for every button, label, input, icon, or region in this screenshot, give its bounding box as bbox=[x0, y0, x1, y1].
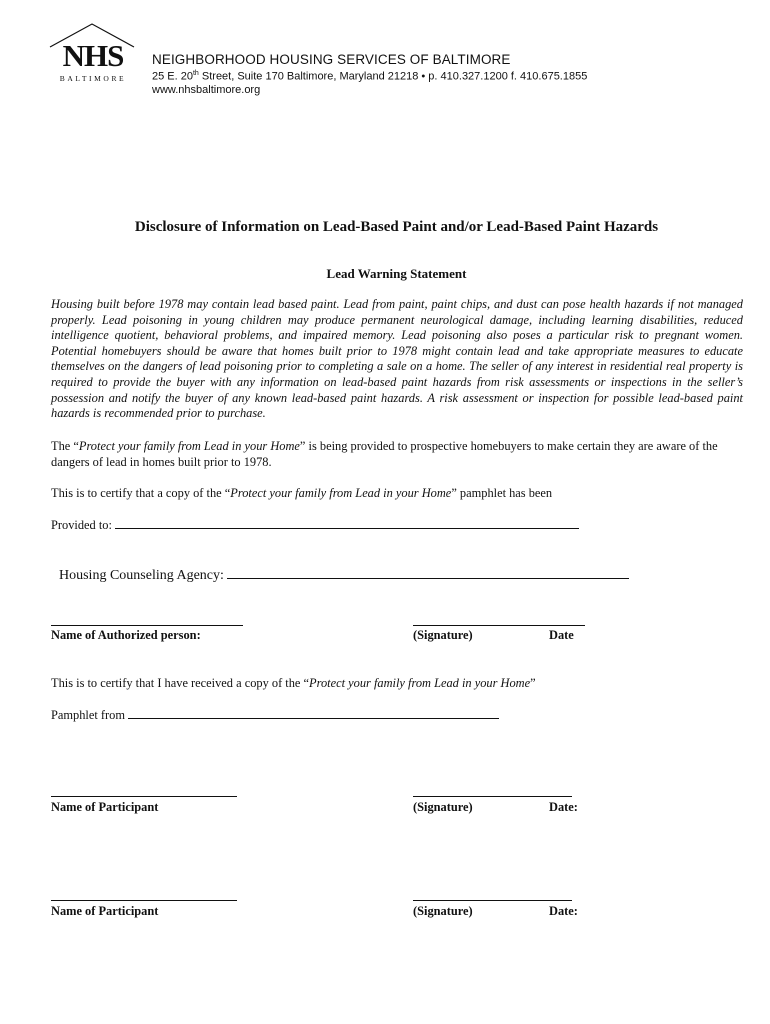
participant-signature-label: (Signature) bbox=[413, 904, 473, 918]
certify-paragraph: This is to certify that a copy of the “Protect your family from Lead in your Home” pamphlet has been bbox=[51, 486, 553, 500]
participant-name-label: Name of Participant bbox=[51, 800, 159, 814]
participant-signature-label: (Signature) bbox=[413, 800, 473, 814]
participant-name-label: Name of Participant bbox=[51, 904, 159, 918]
participant-name-line[interactable] bbox=[51, 900, 237, 901]
authorized-name-line[interactable] bbox=[51, 625, 243, 626]
received-paragraph: This is to certify that I have received a copy of the “Protect your family from Lead in your Home” bbox=[51, 676, 536, 690]
participant-date-label: Date: bbox=[549, 800, 578, 814]
org-address: 25 E. 20th Street, Suite 170 Baltimore, Maryland 21218 • p. 410.327.1200 f. 410.675.1855 bbox=[152, 70, 588, 83]
agency-label: Housing Counseling Agency: bbox=[59, 568, 228, 583]
page-title: Disclosure of Information on Lead-Based Paint and/or Lead-Based Paint Hazards bbox=[134, 219, 659, 235]
lead-warning-statement: Housing built before 1978 may contain lead based paint. Lead from paint, paint chips, and dust can pose health hazards if not managed properly. Lead poisoning in young children may produce permanent neurological damage, including learning disabilities, reduced intelligence quotient, behavioral problems, and impaired memory. Lead poisoning also poses a particular risk to pregnant women. Potential homebuyers should be aware that homes built prior to 1978 might contain lead and take appropriate measures to educate themselves on the dangers of lead poisoning prior to completing a sale on a home. The seller of any interest in residential real property is required to provide the buyer with any information on lead-based paint hazards from risk assessments or inspections in the seller’s possession and notify the buyer of any known lead-based paint hazards. A risk assessment or inspection for possible lead-based paint hazards is recommended prior to purchase. bbox=[51, 297, 743, 421]
pamphlet-from-label: Pamphlet from bbox=[51, 708, 129, 722]
participant-name-line[interactable] bbox=[51, 796, 237, 797]
nhs-logo bbox=[46, 20, 138, 90]
agency-field[interactable] bbox=[227, 564, 629, 579]
pamphlet-from-field[interactable] bbox=[128, 706, 499, 719]
authorized-signature-label: (Signature) bbox=[413, 628, 473, 642]
provided-to-row bbox=[51, 516, 743, 533]
participant-signature-line[interactable] bbox=[413, 900, 572, 901]
protect-paragraph: The “Protect your family from Lead in your Home” is being provided to prospective homebuyers to make certain they are aware of the dangers of lead in homes built prior to 1978. bbox=[51, 439, 718, 469]
org-name: NEIGHBORHOOD HOUSING SERVICES OF BALTIMORE bbox=[152, 52, 511, 67]
pamphlet-from-row bbox=[51, 706, 743, 723]
authorized-date-label: Date bbox=[549, 628, 574, 642]
provided-to-field[interactable] bbox=[115, 516, 579, 529]
participant-date-label: Date: bbox=[549, 904, 578, 918]
org-website: www.nhsbaltimore.org bbox=[152, 84, 261, 96]
authorized-signature-line[interactable] bbox=[413, 625, 585, 626]
logo-text: NHS bbox=[62, 38, 124, 73]
provided-to-label: Provided to: bbox=[51, 518, 116, 532]
agency-row bbox=[59, 564, 629, 584]
logo-subtext: BALTIMORE bbox=[59, 74, 127, 83]
section-heading: Lead Warning Statement bbox=[326, 266, 467, 281]
authorized-name-label: Name of Authorized person: bbox=[51, 628, 201, 642]
participant-signature-line[interactable] bbox=[413, 796, 572, 797]
